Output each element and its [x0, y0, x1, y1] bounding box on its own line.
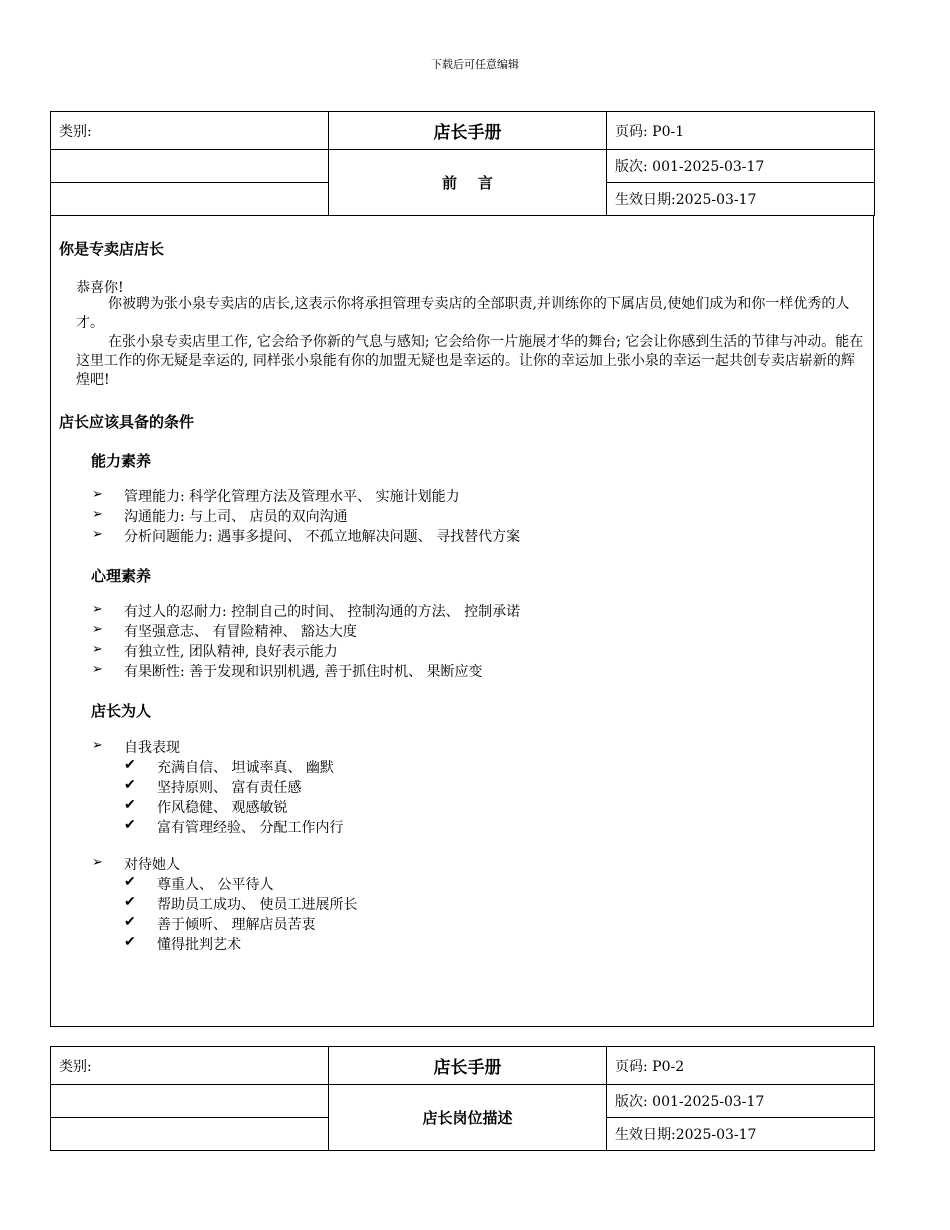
- category-label: 类别:: [51, 1047, 329, 1085]
- list-item: 懂得批判艺术: [157, 937, 241, 953]
- list-item: 富有管理经验、 分配工作内行: [157, 820, 344, 836]
- list-item: 有过人的忍耐力: 控制自己的时间、 控制沟通的方法、 控制承诺: [124, 604, 521, 620]
- paragraph: 在张小泉专卖店里工作, 它会给予你新的气息与感知; 它会给你一片施展才华的舞台; 它会让你感到生活的节律与冲动。能在这里工作的你无疑是幸运的, 同样张小泉能有你的加盟无疑也是幸运的。让你的幸运加上张小泉的幸运一起共创专卖店崭新的辉煌吧!: [76, 334, 864, 388]
- list-group-label: 自我表现: [124, 740, 180, 756]
- list-item: 尊重人、 公平待人: [157, 877, 274, 893]
- section-subtitle: 前 言: [329, 150, 607, 216]
- checkmark-icon: ✔: [124, 914, 136, 930]
- arrowhead-bullet-icon: ➢: [92, 622, 103, 637]
- checkmark-icon: ✔: [124, 777, 136, 793]
- manual-title: 店长手册: [329, 1047, 607, 1085]
- manual-title: 店长手册: [329, 112, 607, 150]
- version-number: 版次: 001-2025-03-17: [607, 1085, 875, 1118]
- blank-cell: [51, 150, 329, 183]
- list-item: 有果断性: 善于发现和识别机遇, 善于抓住时机、 果断应变: [124, 664, 483, 680]
- list-item: 充满自信、 坦诚率真、 幽默: [157, 760, 334, 776]
- checkmark-icon: ✔: [124, 797, 136, 813]
- list-item: 管理能力: 科学化管理方法及管理水平、 实施计划能力: [124, 489, 460, 505]
- greeting: 恭喜你!: [76, 280, 124, 296]
- subsection-heading: 能力素养: [91, 452, 152, 470]
- subsection-heading: 心理素养: [91, 567, 152, 585]
- section-heading: 店长应该具备的条件: [59, 413, 195, 431]
- checkmark-icon: ✔: [124, 894, 136, 910]
- checkmark-icon: ✔: [124, 817, 136, 833]
- paragraph: 你被聘为张小泉专卖店的店长,这表示你将承担管理专卖店的全部职责,并训练你的下属店员,使她们成为和你一样优秀的人才。: [76, 296, 850, 331]
- effective-date: 生效日期:2025-03-17: [607, 183, 875, 216]
- arrowhead-bullet-icon: ➢: [92, 507, 103, 522]
- arrowhead-bullet-icon: ➢: [92, 487, 103, 502]
- list-item: 坚持原则、 富有责任感: [157, 780, 302, 796]
- list-item: 有独立性, 团队精神, 良好表示能力: [124, 644, 338, 660]
- blank-cell: [51, 1085, 329, 1118]
- top-note: 下载后可任意编辑: [431, 58, 519, 71]
- list-item: 善于倾听、 理解店员苦衷: [157, 917, 316, 933]
- arrowhead-bullet-icon: ➢: [92, 662, 103, 677]
- page-number: 页码: P0-2: [607, 1047, 875, 1085]
- blank-cell: [51, 183, 329, 216]
- list-item: 沟通能力: 与上司、 店员的双向沟通: [124, 509, 348, 525]
- section-subtitle: 店长岗位描述: [329, 1085, 607, 1151]
- checkmark-icon: ✔: [124, 934, 136, 950]
- checkmark-icon: ✔: [124, 757, 136, 773]
- effective-date: 生效日期:2025-03-17: [607, 1118, 875, 1151]
- blank-cell: [51, 1118, 329, 1151]
- subsection-heading: 店长为人: [91, 702, 152, 720]
- arrowhead-bullet-icon: ➢: [92, 855, 103, 870]
- list-item: 作风稳健、 观感敏锐: [157, 800, 288, 816]
- list-item: 分析问题能力: 遇事多提问、 不孤立地解决问题、 寻找替代方案: [124, 529, 521, 545]
- list-item: 有坚强意志、 有冒险精神、 豁达大度: [124, 624, 357, 640]
- category-label: 类别:: [51, 112, 329, 150]
- header-table-2: [50, 1046, 875, 1151]
- arrowhead-bullet-icon: ➢: [92, 527, 103, 542]
- section-heading: 你是专卖店店长: [59, 240, 165, 258]
- arrowhead-bullet-icon: ➢: [92, 602, 103, 617]
- arrowhead-bullet-icon: ➢: [92, 642, 103, 657]
- header-table-1: [50, 111, 875, 216]
- list-group-label: 对待她人: [124, 857, 180, 873]
- page-number: 页码: P0-1: [607, 112, 875, 150]
- arrowhead-bullet-icon: ➢: [92, 738, 103, 753]
- checkmark-icon: ✔: [124, 874, 136, 890]
- version-number: 版次: 001-2025-03-17: [607, 150, 875, 183]
- list-item: 帮助员工成功、 使员工进展所长: [157, 897, 358, 913]
